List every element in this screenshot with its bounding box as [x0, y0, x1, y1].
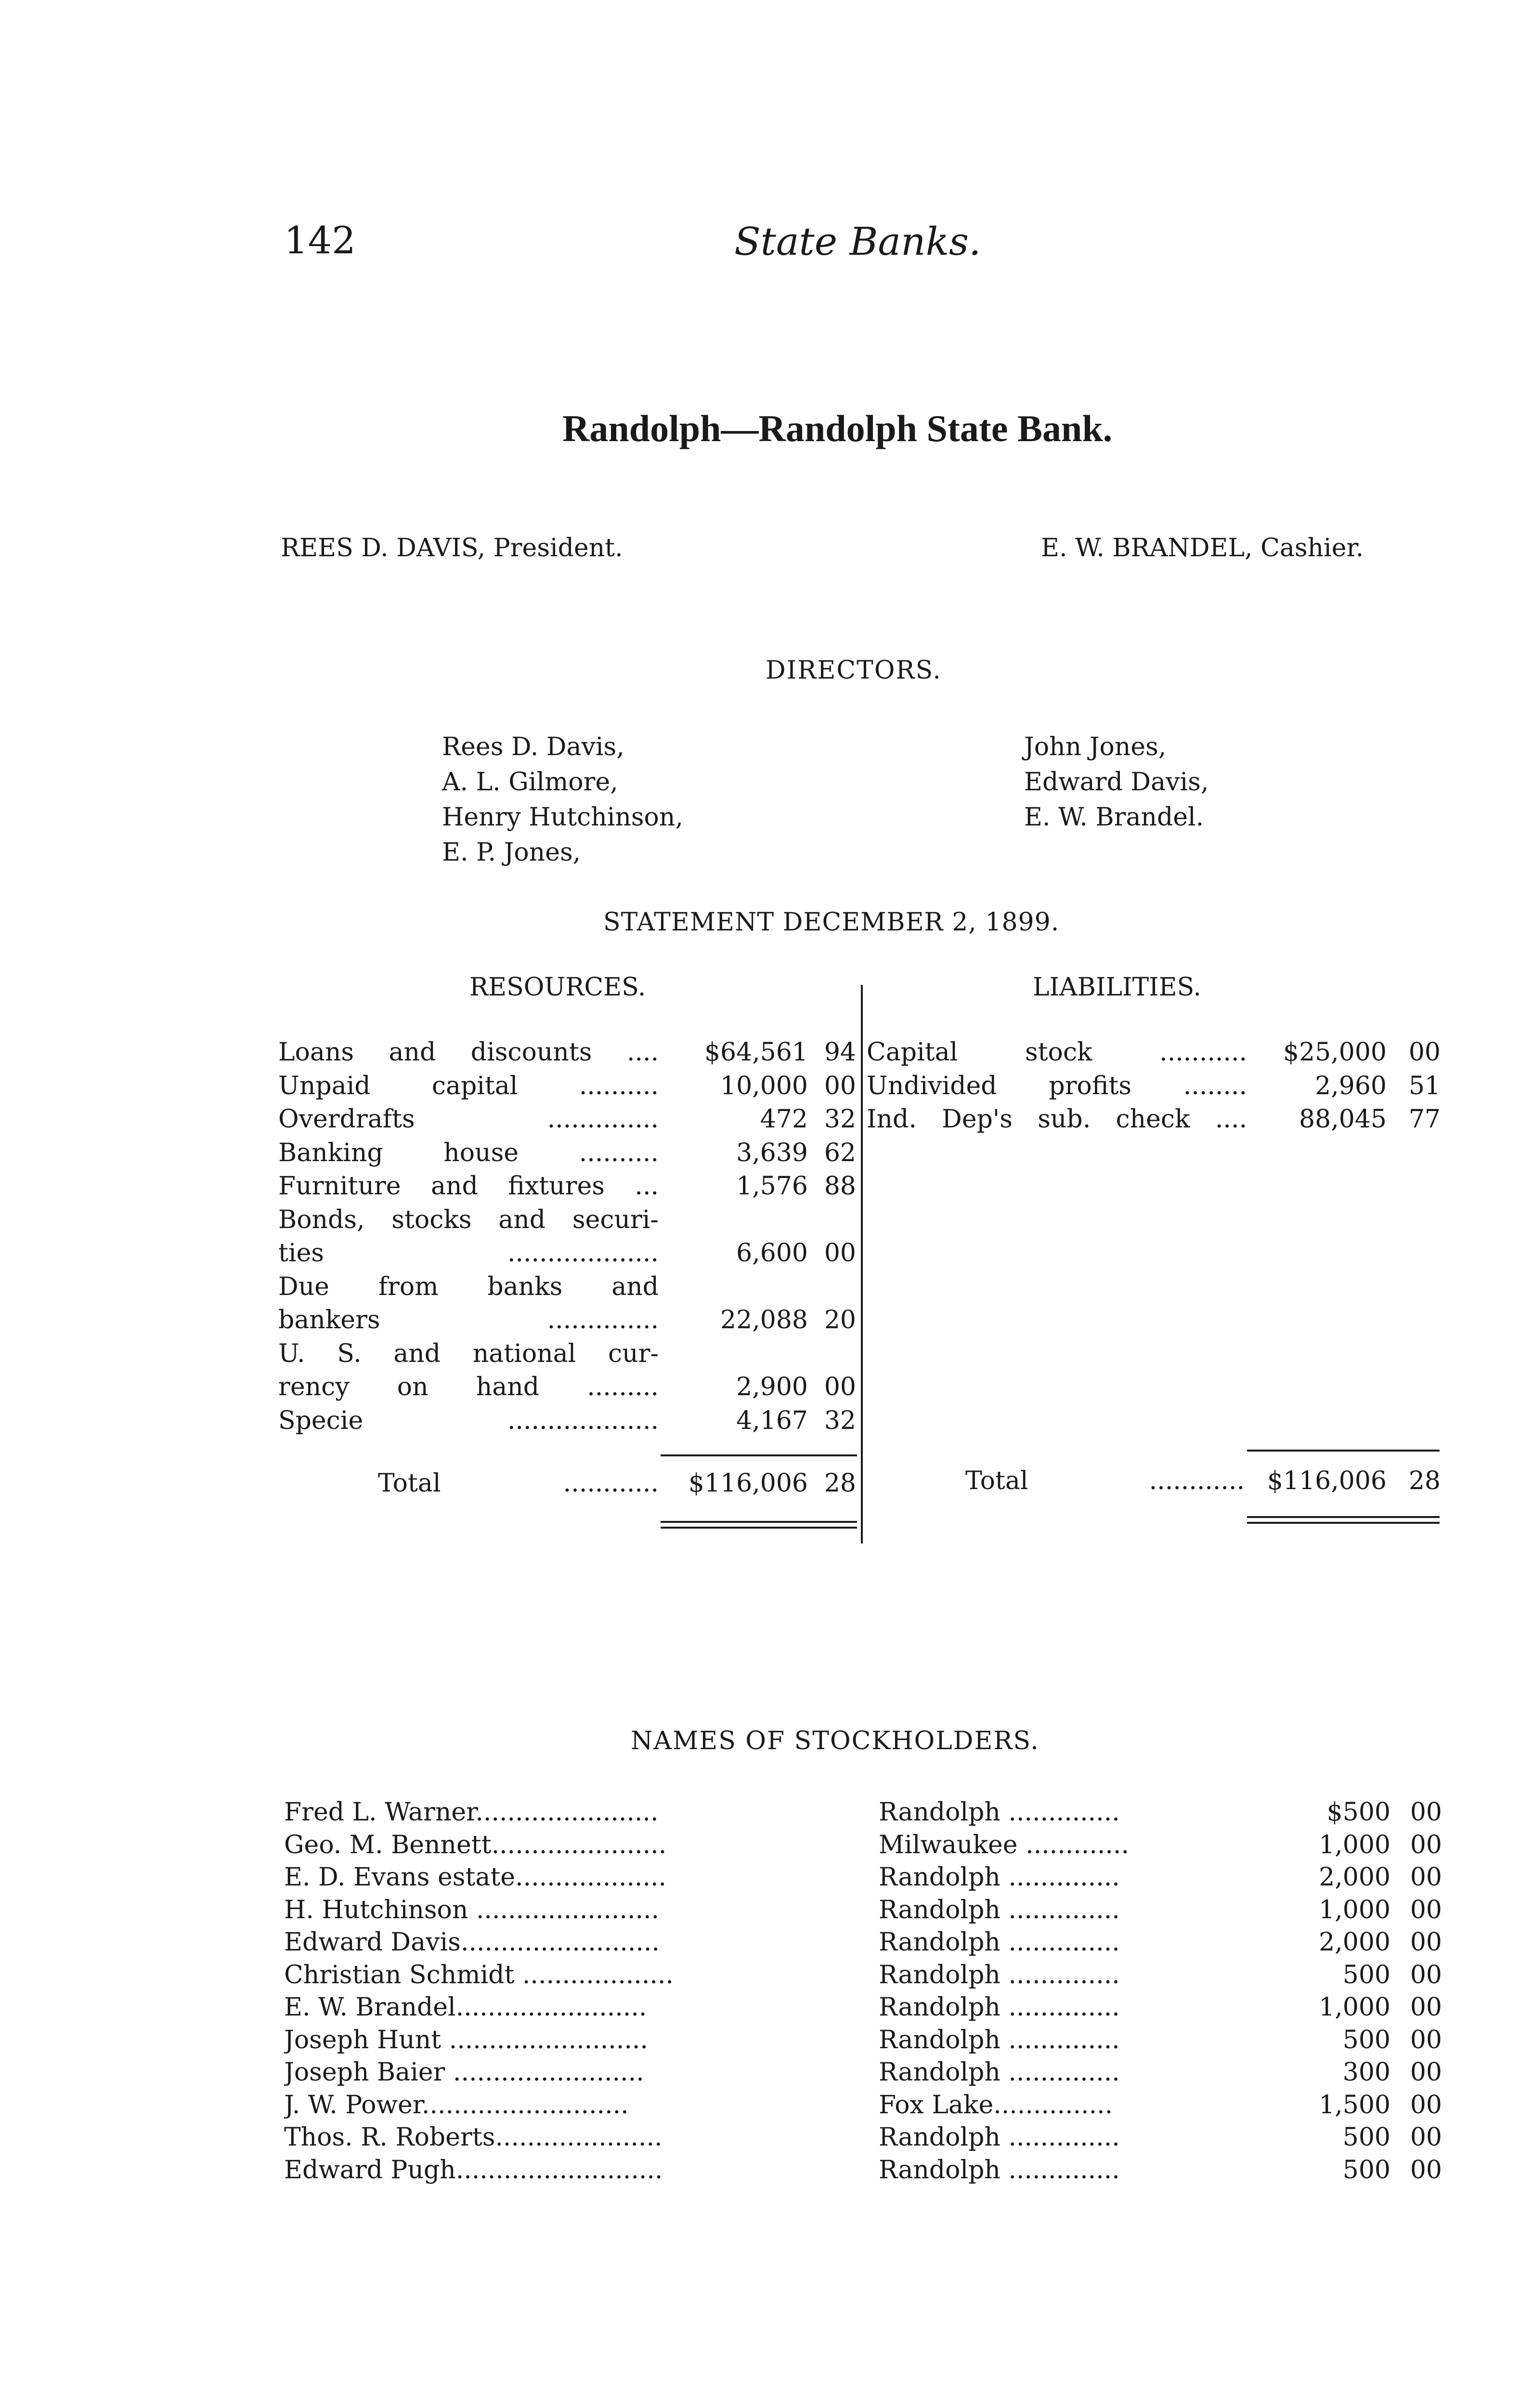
statement-heading: STATEMENT DECEMBER 2, 1899.	[603, 908, 1060, 937]
director-name: E. W. Brandel.	[1024, 803, 1204, 832]
resource-cents: 32	[824, 1105, 856, 1134]
table-row	[0, 1270, 1533, 1304]
stockholder-residence: Randolph ..............	[879, 2155, 1120, 2185]
table-row	[0, 1236, 1533, 1270]
directors-heading: DIRECTORS.	[766, 656, 942, 685]
table-row	[0, 1370, 1533, 1404]
table-row	[0, 1404, 1533, 1438]
table-row	[0, 1958, 1533, 1992]
stockholder-name: Christian Schmidt ...................	[284, 1960, 674, 1989]
stockholder-shares-dollars: 2,000	[1319, 1863, 1390, 1892]
resource-label: Bonds, stocks and securi-	[278, 1205, 659, 1234]
stockholder-residence: Randolph ..............	[879, 1863, 1120, 1892]
table-row	[0, 1828, 1533, 1862]
table-row	[0, 1303, 1533, 1337]
table-row	[0, 1035, 1533, 1069]
table-row	[0, 1102, 1533, 1136]
resource-label: Furniture and fixtures ...	[278, 1172, 659, 1201]
liability-cents: 77	[1408, 1105, 1441, 1134]
directors-right-column	[1024, 730, 1208, 835]
stockholder-shares-cents: 00	[1410, 1830, 1442, 1859]
stockholder-name: Joseph Hunt .........................	[284, 2025, 648, 2055]
stockholder-shares-cents: 00	[1410, 2090, 1442, 2120]
stockholder-residence: Randolph ..............	[879, 2025, 1120, 2055]
resource-cents: 88	[824, 1172, 856, 1201]
resource-label: Due from banks and	[278, 1272, 659, 1301]
resource-dollars: 22,088	[720, 1306, 808, 1335]
resource-dollars: 2,900	[736, 1373, 808, 1401]
table-row	[0, 2153, 1533, 2187]
stockholder-shares-cents: 00	[1410, 1960, 1442, 1989]
stockholder-residence: Randolph ..............	[879, 1798, 1120, 1827]
resources-total-cents: 28	[824, 1469, 856, 1498]
stockholder-name: E. D. Evans estate...................	[284, 1863, 667, 1892]
stockholder-residence: Randolph ..............	[879, 2123, 1120, 2152]
resource-cents: 00	[824, 1239, 856, 1268]
page-number: 142	[284, 219, 356, 262]
stockholder-shares-dollars: 2,000	[1319, 1928, 1390, 1957]
stockholder-name: Thos. R. Roberts.....................	[284, 2123, 663, 2152]
table-row	[0, 2088, 1533, 2122]
resource-cents: 94	[824, 1038, 856, 1067]
stockholder-shares-dollars: 1,000	[1319, 1830, 1390, 1859]
table-row	[0, 1925, 1533, 1959]
resource-cents: 00	[824, 1373, 856, 1401]
stockholder-shares-cents: 00	[1410, 1798, 1442, 1827]
stockholder-shares-cents: 00	[1410, 2123, 1442, 2152]
table-row	[0, 1893, 1533, 1927]
resources-total-label: Total ............	[378, 1469, 659, 1498]
stockholder-residence: Randolph ..............	[879, 1928, 1120, 1957]
stockholder-shares-cents: 00	[1410, 1863, 1442, 1892]
liability-dollars: 88,045	[1299, 1105, 1387, 1134]
president: REES D. DAVIS, President.	[281, 534, 623, 563]
director-name: Rees D. Davis,	[442, 733, 624, 761]
liabilities-total-label: Total ............	[965, 1466, 1245, 1495]
table-row	[0, 1203, 1533, 1237]
liabilities-double-rule-bottom	[1247, 1522, 1440, 1524]
stockholder-shares-cents: 00	[1410, 2025, 1442, 2055]
stockholder-name: H. Hutchinson .......................	[284, 1895, 660, 1924]
resources-double-rule-top	[661, 1521, 857, 1523]
table-row	[0, 2055, 1533, 2089]
liabilities-total-rule	[1247, 1450, 1440, 1452]
liability-dollars: $25,000	[1283, 1038, 1387, 1067]
liabilities-total-cents: 28	[1408, 1466, 1441, 1495]
liabilities-double-rule-top	[1247, 1516, 1440, 1518]
table-row	[0, 1337, 1533, 1371]
stockholder-shares-dollars: 1,000	[1319, 1895, 1390, 1924]
stockholder-shares-dollars: $500	[1326, 1798, 1390, 1827]
resource-dollars: 6,600	[736, 1239, 808, 1268]
table-row	[0, 1136, 1533, 1170]
stockholder-shares-dollars: 500	[1342, 2155, 1390, 2185]
stockholder-shares-cents: 00	[1410, 1928, 1442, 1957]
director-name: A. L. Gilmore,	[442, 768, 618, 797]
resource-cents: 00	[824, 1071, 856, 1100]
resource-label: Banking house ..........	[278, 1138, 659, 1167]
resource-cents: 62	[824, 1138, 856, 1167]
stockholder-shares-dollars: 1,500	[1319, 2090, 1390, 2120]
liabilities-total-dollars: $116,006	[1267, 1466, 1387, 1495]
cashier: E. W. BRANDEL, Cashier.	[1041, 534, 1364, 563]
resource-label: U. S. and national cur-	[278, 1339, 659, 1368]
liability-label: Capital stock ...........	[867, 1038, 1247, 1067]
bank-title: Randolph—Randolph State Bank.	[562, 407, 1113, 449]
resources-total-rule	[661, 1454, 857, 1456]
resource-label: Specie ...................	[278, 1406, 659, 1435]
stockholder-shares-cents: 00	[1410, 1993, 1442, 2022]
table-row	[0, 1169, 1533, 1203]
liability-dollars: 2,960	[1315, 1071, 1387, 1100]
resource-cents: 20	[824, 1306, 856, 1335]
resource-label: bankers ..............	[278, 1306, 659, 1335]
stockholder-residence: Randolph ..............	[879, 2058, 1120, 2087]
stockholder-name: J. W. Power..........................	[284, 2090, 629, 2120]
resource-label: Overdrafts ..............	[278, 1105, 659, 1134]
table-row	[0, 1860, 1533, 1894]
table-row	[0, 1464, 1533, 1498]
stockholder-shares-dollars: 500	[1342, 2025, 1390, 2055]
director-name: John Jones,	[1024, 733, 1167, 761]
directors-left-column	[442, 730, 683, 870]
liability-cents: 51	[1408, 1071, 1441, 1100]
resource-dollars: $64,561	[704, 1038, 808, 1067]
stockholder-name: Edward Pugh..........................	[284, 2155, 663, 2185]
director-name: Henry Hutchinson,	[442, 803, 683, 832]
resource-label: ties ...................	[278, 1239, 659, 1268]
resource-label: Unpaid capital ..........	[278, 1071, 659, 1100]
director-name: E. P. Jones,	[442, 838, 581, 867]
resource-cents: 32	[824, 1406, 856, 1435]
resource-dollars: 4,167	[736, 1406, 808, 1435]
column-divider	[861, 985, 863, 1544]
director-name: Edward Davis,	[1024, 768, 1209, 797]
stockholder-residence: Fox Lake...............	[879, 2090, 1113, 2120]
table-row	[0, 2120, 1533, 2154]
stockholder-shares-dollars: 500	[1342, 2123, 1390, 2152]
stockholder-shares-dollars: 1,000	[1319, 1993, 1390, 2022]
liability-cents: 00	[1408, 1038, 1441, 1067]
stockholder-residence: Randolph ..............	[879, 1895, 1120, 1924]
stockholder-shares-cents: 00	[1410, 1895, 1442, 1924]
table-row	[0, 1795, 1533, 1829]
stockholder-residence: Milwaukee .............	[879, 1830, 1129, 1859]
resource-label: rency on hand .........	[278, 1373, 659, 1401]
stockholder-residence: Randolph ..............	[879, 1960, 1120, 1989]
resource-dollars: 10,000	[720, 1071, 808, 1100]
resources-total-dollars: $116,006	[688, 1469, 808, 1498]
table-row	[0, 1069, 1533, 1103]
stockholder-shares-cents: 00	[1410, 2155, 1442, 2185]
stockholder-residence: Randolph ..............	[879, 1993, 1120, 2022]
liabilities-heading: LIABILITIES.	[1033, 973, 1201, 1002]
resource-dollars: 3,639	[736, 1138, 808, 1167]
liability-label: Ind. Dep's sub. check ....	[867, 1105, 1247, 1134]
stockholder-name: Geo. M. Bennett......................	[284, 1830, 667, 1859]
stockholder-shares-cents: 00	[1410, 2058, 1442, 2087]
resource-dollars: 472	[760, 1105, 808, 1134]
stockholder-name: Fred L. Warner.......................	[284, 1798, 659, 1827]
table-row	[0, 2023, 1533, 2057]
stockholders-heading: NAMES OF STOCKHOLDERS.	[631, 1727, 1039, 1755]
stockholder-name: Edward Davis.........................	[284, 1928, 660, 1957]
liability-label: Undivided profits ........	[867, 1071, 1247, 1100]
stockholder-name: Joseph Baier ........................	[284, 2058, 644, 2087]
table-row	[0, 1990, 1533, 2024]
resources-double-rule-bottom	[661, 1527, 857, 1529]
resources-heading: RESOURCES.	[469, 973, 646, 1002]
stockholder-shares-dollars: 300	[1342, 2058, 1390, 2087]
stockholder-shares-dollars: 500	[1342, 1960, 1390, 1989]
resource-dollars: 1,576	[736, 1172, 808, 1201]
stockholder-name: E. W. Brandel........................	[284, 1993, 647, 2022]
running-title: State Banks.	[734, 219, 981, 264]
resource-label: Loans and discounts ....	[278, 1038, 659, 1067]
